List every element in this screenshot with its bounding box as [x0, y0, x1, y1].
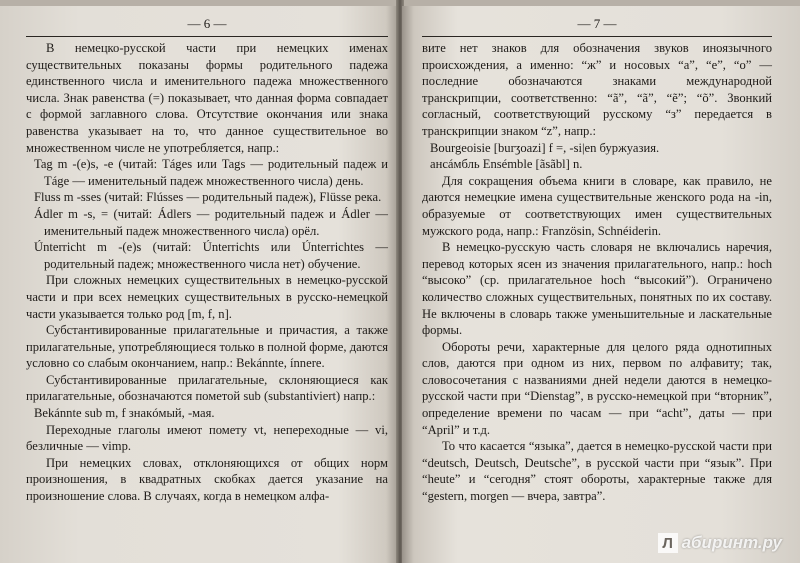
body-paragraph: Для сокращения объема книги в словаре, как правило, не даются немецкие имена существительные женского рода на -in, образуемые от соответствующих имен существительных мужского рода, напр.: Französin, Schnéiderin.: [422, 173, 772, 238]
body-paragraph: Субстантивированные прилагательные и причастия, а также прилагательные, употребляющиеся только в полной форме, даются условно со слабым окончанием, напр.: Bekánnte, ínnere.: [26, 323, 388, 371]
body-paragraph: В немецко-русскую часть словаря не включались наречия, перевод которых ясен из значения прилагательного, напр.: hoch “высоко” (ср. прилагательное hoch “высокий”). Ограничено количество сложных существительных, понятных по их составу. Не включены в словарь также уменьшительные и ласкательные формы.: [422, 240, 772, 338]
body-paragraph: Переходные глаголы имеют помету vt, непереходные — vi, безличные — vimp.: [26, 422, 388, 454]
right-page: [402, 6, 800, 563]
body-paragraph: вите нет знаков для обозначения звуков иноязычного происхождения, а именно: “ж” и носовых “а”, “е”, “о” — последние обозначаются знаками международной транскрипции, соответственно: “ã”, “ã”, “ẽ”; “õ”. Звонкий согласный, соответствующий русскому “з” передается в транскрипции знаком “z”, напр.:: [422, 41, 772, 138]
intro-paragraph: В немецко-русской части при немецких именах существительных показаны формы родительного падежа единственного числа и именительного падежа множественного числа. Знак равенства (=) показывает, что данная форма совпадает с формой заглавного слова. Отсутствие окончания или знака равенства указывает на то, что данное существительное во множественном числе не употребляется, напр.:: [26, 41, 388, 155]
body-paragraph: Обороты речи, характерные для целого ряда однотипных слов, даются при одном из них, первом по алфавиту; так, словосочетания с названиями дней недели даются в немецко-русской части при “Dienstag”, в русско-немецкой при “вторник”, определение времени по часам — при “acht”, даты — при “April” и т.д.: [422, 339, 772, 437]
body-paragraph: При сложных немецких существительных в немецко-русской части и при всех немецких существительных в русско-немецкой части указывается только род [m, f, n].: [26, 273, 388, 321]
body-paragraph: При немецких словах, отклоняющихся от общих норм произношения, в квадратных скобках дается указание на произношение слова. В случаях, когда в немецком алфа-: [26, 455, 388, 504]
body-paragraph: То что касается “языка”, дается в немецко-русской части при “deutsch, Deutsch, Deutsche”, в русской части при “язык”. При “heute” и “сегодня” стоят обороты, характерные также для “gestern, morgen — вчера, завтра”.: [422, 439, 772, 504]
body-paragraph: Субстантивированные прилагательные, склоняющиеся как прилагательные, обозначаются пометой sub (substantiviert) напр.:: [26, 372, 388, 404]
example-entry: Bourgeoisie [burʒoazi] f =, -si|en буржуазия.: [430, 140, 660, 155]
example-entry: Tag m -(e)s, -e (читай: Táges или Tags — родительный падеж и Táge — именительный падеж множественного числа) день.: [34, 157, 388, 188]
example-entry: Bekánnte sub m, f знакóмый, -мая.: [34, 406, 215, 421]
example-entry: ансáмбль Ensémble [ãsãbl] n.: [430, 157, 583, 172]
example-entry: Fluss m -sses (читай: Flússes — родительный падеж), Flüsse река.: [34, 190, 382, 205]
left-page: [0, 6, 398, 563]
example-entry: Únterricht m -(e)s (читай: Únterrichts или Únterrichtes — родительный падеж; множественного числа нет) обучение.: [34, 240, 388, 271]
watermark-text: абиринт.ру: [681, 533, 782, 552]
example-entry: Ádler m -s, = (читай: Ádlers — родительный падеж и Ádler — именительный падеж множественного числа) орёл.: [34, 206, 388, 238]
page-number: — 7 —: [422, 6, 772, 37]
page-number: — 6 —: [26, 6, 388, 37]
watermark-logo: [658, 533, 782, 553]
labirint-logo-icon: Л: [658, 533, 678, 553]
